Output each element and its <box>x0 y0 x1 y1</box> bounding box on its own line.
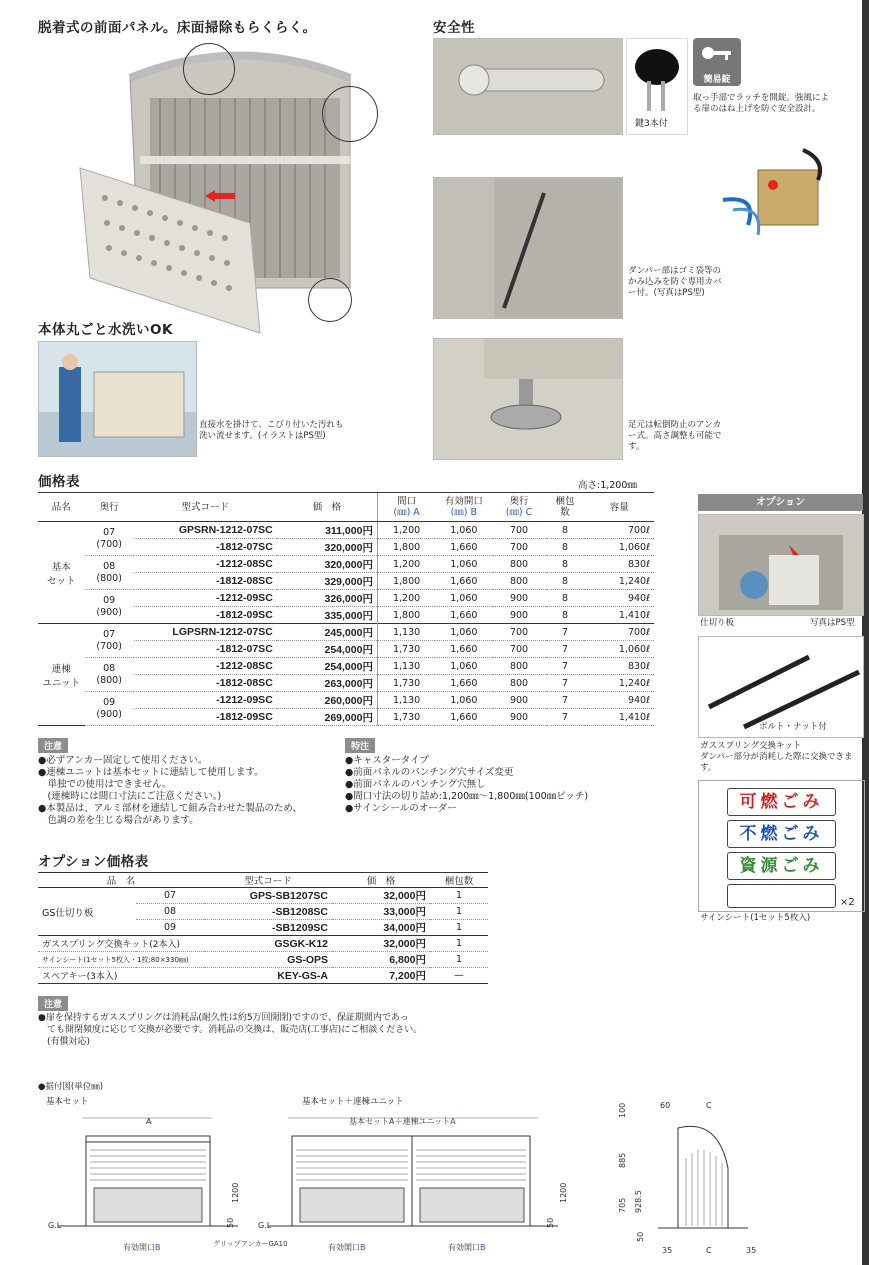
opening-a: 1,200 <box>377 556 435 573</box>
depth-c: 800 <box>492 556 545 573</box>
dim-c-bottom: C <box>706 1246 712 1255</box>
washable-heading: 本体丸ごと水洗いOK <box>38 322 173 338</box>
dim-885: 885 <box>618 1152 627 1168</box>
depth-c: 900 <box>492 709 545 726</box>
depth-c: 700 <box>492 522 545 539</box>
dim-50-basic: 50 <box>226 1217 235 1228</box>
price: 263,000円 <box>277 675 378 692</box>
opening-a: 1,200 <box>377 590 435 607</box>
model-code: -1812-08SC <box>134 675 277 692</box>
pack-count: 8 <box>546 590 585 607</box>
opt-header-code: 型式コード <box>204 873 332 888</box>
price: 311,000円 <box>277 522 378 539</box>
capacity: 700ℓ <box>584 522 654 539</box>
opt-header-name: 品 名 <box>38 873 204 888</box>
model-code: -1812-09SC <box>134 607 277 624</box>
model-code: -1212-08SC <box>134 556 277 573</box>
capacity: 1,410ℓ <box>584 709 654 726</box>
effective-opening-b: 1,660 <box>435 675 492 692</box>
model-code: -1812-07SC <box>134 539 277 556</box>
dim-35-left: 35 <box>662 1246 673 1255</box>
damper-detail-circle <box>322 86 378 142</box>
table-row <box>38 556 654 573</box>
handle-detail-circle <box>183 43 235 95</box>
dim-combined: 基本セットA＋連棟ユニットA <box>349 1117 456 1126</box>
option-price-heading: オプション価格表 <box>38 854 149 870</box>
model-code: -1812-09SC <box>134 709 277 726</box>
key-photo <box>626 38 688 135</box>
price: 320,000円 <box>277 556 378 573</box>
model-code: -1812-07SC <box>134 641 277 658</box>
depth-c: 700 <box>492 624 545 641</box>
dim-1200-basic: 1200 <box>231 1182 240 1203</box>
dim-1200-combined: 1200 <box>559 1182 568 1203</box>
eff-opening-combined-2: 有効開口B <box>448 1243 486 1252</box>
table-row <box>38 692 654 709</box>
depth-c: 700 <box>492 539 545 556</box>
caution-item: ●連棟ユニットは基本セットに連結して使用します。 <box>38 767 264 778</box>
pack-count: 7 <box>546 675 585 692</box>
price: 320,000円 <box>277 539 378 556</box>
option-price-table <box>38 872 488 984</box>
price-table-heading: 価格表 <box>38 474 80 490</box>
right-edge-bar <box>862 0 869 1265</box>
special-item: ●間口寸法の切り詰め:1,200㎜～1,800㎜(100㎜ピッチ) <box>345 791 589 802</box>
effective-opening-b: 1,060 <box>435 692 492 709</box>
eff-opening-basic: 有効開口B <box>123 1243 161 1252</box>
anchor-label: グリップアンカーGA10 <box>213 1240 288 1248</box>
capacity: 940ℓ <box>584 590 654 607</box>
table-row: 08 -SB1208SC 33,000円 1 <box>38 904 488 920</box>
foot-detail-circle <box>308 278 352 322</box>
capacity: 1,240ℓ <box>584 573 654 590</box>
capacity: 1,410ℓ <box>584 607 654 624</box>
depth-cell: 07 (700) <box>85 624 134 658</box>
opening-a: 1,730 <box>377 675 435 692</box>
pack-count: 8 <box>546 607 585 624</box>
model-code: -1812-08SC <box>134 573 277 590</box>
divider-photo <box>698 514 864 616</box>
pack-count: 8 <box>546 556 585 573</box>
opening-a: 1,200 <box>377 522 435 539</box>
opening-a: 1,730 <box>377 641 435 658</box>
capacity: 830ℓ <box>584 658 654 675</box>
effective-opening-b: 1,060 <box>435 556 492 573</box>
price: 254,000円 <box>277 658 378 675</box>
pack-count: 8 <box>546 573 585 590</box>
safety-heading: 安全性 <box>433 20 475 36</box>
caution-item: ●必ずアンカー固定して使用ください。 <box>38 755 208 766</box>
table-row <box>38 624 654 641</box>
option-photo-note: 写真はPS型 <box>810 618 855 628</box>
caution-tag: 注意 <box>38 738 68 753</box>
depth-cell: 08 (800) <box>85 556 134 590</box>
effective-opening-b: 1,060 <box>435 658 492 675</box>
model-code: GPSRN-1212-07SC <box>134 522 277 539</box>
damper-caption: ダンパー部はゴミ袋等のかみ込みを防ぐ専用カバー付。(写真はPS型) <box>628 266 722 298</box>
caution-item: 単独での使用はできません。 <box>38 779 172 790</box>
depth-c: 900 <box>492 607 545 624</box>
table-row: 09 -SB1209SC 34,000円 1 <box>38 920 488 936</box>
opening-a: 1,730 <box>377 709 435 726</box>
sign-burnable: 可燃ごみ <box>727 788 836 816</box>
pack-count: 7 <box>546 658 585 675</box>
effective-opening-b: 1,660 <box>435 539 492 556</box>
model-code: LGPSRN-1212-07SC <box>134 624 277 641</box>
dim-35-right: 35 <box>746 1246 757 1255</box>
opt-header-pack: 梱包数 <box>430 873 488 888</box>
dim-928-5: 928.5 <box>634 1190 643 1213</box>
times-two: ×2 <box>840 897 855 908</box>
gas-spring-caption: ガススプリング交換キット ダンパー部分が消耗した際に交換できます。 <box>700 741 853 773</box>
table-row <box>38 590 654 607</box>
wind-illustration <box>718 140 828 240</box>
caution-item: ●本製品は、アルミ部材を連結して組み合わせた製品のため、 <box>38 803 303 814</box>
opening-a: 1,130 <box>377 624 435 641</box>
header-depth: 奥行 <box>85 493 134 522</box>
opening-a: 1,130 <box>377 658 435 675</box>
pack-count: 7 <box>546 692 585 709</box>
effective-opening-b: 1,660 <box>435 607 492 624</box>
depth-c: 700 <box>492 641 545 658</box>
capacity: 940ℓ <box>584 692 654 709</box>
dim-50-side: 50 <box>636 1231 645 1242</box>
sign-recyclable: 資源ごみ <box>727 852 836 880</box>
price-table-header <box>38 493 654 522</box>
price: 260,000円 <box>277 692 378 709</box>
depth-cell: 08 (800) <box>85 658 134 692</box>
special-item: ●前面パネルのパンチング穴サイズ変更 <box>345 767 514 778</box>
caution-item: 色調の差を生じる場合があります。 <box>38 815 199 826</box>
product-group-name: 基本 セット <box>38 522 85 624</box>
price: 326,000円 <box>277 590 378 607</box>
height-note: 高さ:1,200㎜ <box>578 480 637 491</box>
pack-count: 7 <box>546 641 585 658</box>
model-code: -1212-09SC <box>134 692 277 709</box>
sign-non-burnable: 不燃ごみ <box>727 820 836 848</box>
model-code: -1212-08SC <box>134 658 277 675</box>
header-capacity: 容量 <box>584 493 654 522</box>
dim-a-basic: A <box>146 1117 152 1126</box>
combined-label: 基本セット＋連棟ユニット <box>302 1097 404 1107</box>
caution-list <box>38 755 302 827</box>
product-group-name: 連棟 ユニット <box>38 624 85 726</box>
table-row: サインシート(1セット5枚入・1枚:80×330㎜) GS-OPS 6,800円 1 <box>38 952 488 968</box>
header-opening: 間口 (㎜) A <box>377 493 435 522</box>
opening-a: 1,800 <box>377 607 435 624</box>
pack-count: 8 <box>546 522 585 539</box>
depth-c: 800 <box>492 675 545 692</box>
caution-item: (連棟時には間口寸法にご注意ください。) <box>38 791 222 802</box>
pack-count: 7 <box>546 624 585 641</box>
price-table <box>38 492 654 726</box>
effective-opening-b: 1,060 <box>435 522 492 539</box>
depth-cell: 07 (700) <box>85 522 134 556</box>
model-code: -1212-09SC <box>134 590 277 607</box>
special-order-list <box>345 755 588 815</box>
table-row: GS仕切り板 07 GPS-SB1207SC 32,000円 1 <box>38 888 488 904</box>
bolt-nut-label: ボルト・ナット付 <box>759 722 827 732</box>
handle-caption: 取っ手部でラッチを開錠。強風による扉のはね上げを防ぐ安全設計。 <box>693 93 829 114</box>
easy-lock-badge <box>693 38 741 86</box>
pack-count: 8 <box>546 539 585 556</box>
handle-photo <box>433 38 623 135</box>
opening-a: 1,130 <box>377 692 435 709</box>
price: 335,000円 <box>277 607 378 624</box>
key-icon <box>693 38 741 68</box>
basic-set-label: 基本セット <box>46 1097 89 1107</box>
damper-photo <box>433 177 623 319</box>
depth-c: 800 <box>492 658 545 675</box>
option-panel-header: オプション <box>698 494 863 511</box>
foot-caption: 足元は転倒防止のアンカー式。高さ調整も可能です。 <box>628 420 722 452</box>
dim-50-combined: 50 <box>546 1217 555 1228</box>
wash-caption: 直接水を掛けて、こびり付いた汚れも洗い流せます。(イラストはPS型) <box>199 420 344 441</box>
special-item: ●サインシールのオーダー <box>345 803 457 814</box>
eff-opening-combined-1: 有効開口B <box>328 1243 366 1252</box>
capacity: 700ℓ <box>584 624 654 641</box>
effective-opening-b: 1,660 <box>435 641 492 658</box>
header-pack: 梱包 数 <box>546 493 585 522</box>
capacity: 830ℓ <box>584 556 654 573</box>
header-code: 型式コード <box>134 493 277 522</box>
option-caution-tag: 注意 <box>38 996 68 1011</box>
effective-opening-b: 1,660 <box>435 709 492 726</box>
sign-sheet-caption: サインシート(1セット5枚入) <box>700 913 811 923</box>
table-row <box>38 522 654 539</box>
effective-opening-b: 1,660 <box>435 573 492 590</box>
opening-a: 1,800 <box>377 573 435 590</box>
header-effective-opening: 有効開口 (㎜) B <box>435 493 492 522</box>
install-title: ●据付図(単位㎜) <box>38 1082 104 1092</box>
header-price: 価 格 <box>277 493 378 522</box>
effective-opening-b: 1,060 <box>435 624 492 641</box>
foot-photo <box>433 338 623 460</box>
depth-c: 900 <box>492 590 545 607</box>
washing-illustration <box>38 341 197 457</box>
special-item: ●前面パネルのパンチング穴無し <box>345 779 486 790</box>
key-label: 鍵3本付 <box>635 119 668 129</box>
dim-705: 705 <box>618 1197 627 1213</box>
gas-spring-photo <box>698 636 864 738</box>
sign-blank <box>727 884 836 908</box>
depth-cell: 09 (900) <box>85 692 134 726</box>
gl-label-combined: G.L <box>258 1221 272 1230</box>
pack-count: 7 <box>546 709 585 726</box>
price: 329,000円 <box>277 573 378 590</box>
front-panel-heading: 脱着式の前面パネル。床面掃除もらくらく。 <box>38 20 317 36</box>
capacity: 1,060ℓ <box>584 641 654 658</box>
table-row: ガススプリング交換キット(2本入) GSGK-K12 32,000円 1 <box>38 936 488 952</box>
special-order-tag: 特注 <box>345 738 375 753</box>
easy-lock-label: 簡易錠 <box>703 75 731 85</box>
dim-60: 60 <box>660 1101 671 1110</box>
dim-100: 100 <box>618 1102 627 1118</box>
price: 269,000円 <box>277 709 378 726</box>
price: 245,000円 <box>277 624 378 641</box>
depth-c: 900 <box>492 692 545 709</box>
table-row <box>38 658 654 675</box>
gl-label-basic: G.L <box>48 1221 62 1230</box>
gs-divider-name: GS仕切り板 <box>38 888 136 936</box>
dim-c-top: C <box>706 1101 712 1110</box>
header-name: 品名 <box>38 493 85 522</box>
capacity: 1,060ℓ <box>584 539 654 556</box>
option-caution-text: ●扉を保持するガススプリングは消耗品(耐久性は約5万回開閉)ですので、保証期間内であっ ても開閉頻度に応じて交換が必要です。消耗品の交換は、販売店(工事店)にご相談ください。 (有償対応) <box>38 1013 423 1047</box>
table-row: スペアキー(3本入) KEY-GS-A 7,200円 — <box>38 968 488 984</box>
effective-opening-b: 1,060 <box>435 590 492 607</box>
opt-header-price: 価 格 <box>332 873 430 888</box>
opening-a: 1,800 <box>377 539 435 556</box>
depth-c: 800 <box>492 573 545 590</box>
price: 254,000円 <box>277 641 378 658</box>
divider-label: 仕切り板 <box>700 618 735 628</box>
special-item: ●キャスタータイプ <box>345 755 429 766</box>
header-depth-mm: 奥行 (㎜) C <box>492 493 545 522</box>
capacity: 1,240ℓ <box>584 675 654 692</box>
depth-cell: 09 (900) <box>85 590 134 624</box>
storage-unit-illustration <box>60 38 410 338</box>
